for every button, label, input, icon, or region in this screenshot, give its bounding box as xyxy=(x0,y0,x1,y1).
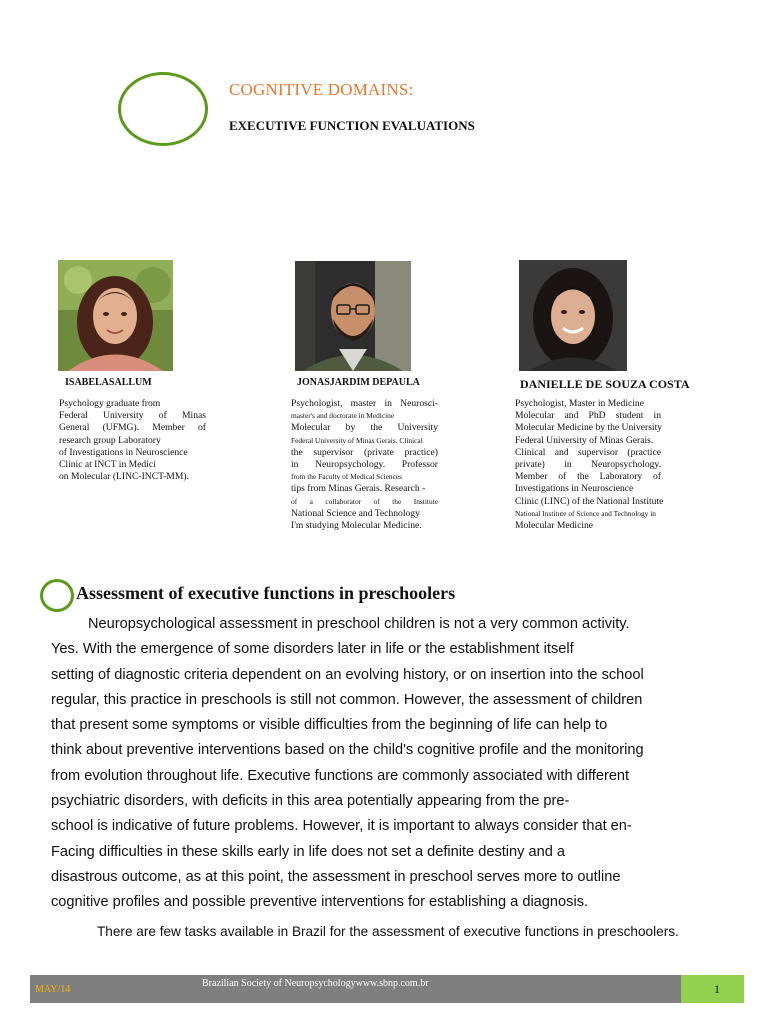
bio-line: Member of the Laboratory of xyxy=(515,471,661,483)
bio-line: master's and doctorate in Medicine xyxy=(291,411,395,421)
body-line: that present some symptoms or visible difficulties from the beginning of life can help to xyxy=(51,717,608,734)
bio-line: Molecular Medicine by the University xyxy=(515,422,663,434)
section-body xyxy=(51,612,691,916)
bio-line: Clinic (LINC) of the National Institute xyxy=(515,495,664,507)
bio-line: I'm studying Molecular Medicine. xyxy=(291,520,422,532)
bio-line: General (UFMG). Member of xyxy=(59,422,206,434)
footer-date: MAY/14 xyxy=(35,984,71,995)
closing-paragraph: There are few tasks available in Brazil for the assessment of executive functions in preschoolers. xyxy=(97,924,679,939)
page-subtitle: EXECUTIVE FUNCTION EVALUATIONS xyxy=(229,118,475,133)
bio-line: National Science and Technology xyxy=(291,507,420,519)
author-name-jonas: JONASJARDIM DEPAULA xyxy=(297,377,420,388)
bio-line: Psychologist, Master in Medicine xyxy=(515,398,644,409)
body-line: regular, this practice in preschools is still not common. However, the assessment of children xyxy=(51,691,643,708)
author-name-isabela: ISABELASALLUM xyxy=(65,377,152,388)
bio-line: private) in Neuropsychology. xyxy=(515,459,661,471)
bio-line: on Molecular (LINC-INCT-MM). xyxy=(59,471,189,483)
bio-line: National Institute of Science and Technology in xyxy=(515,508,656,518)
body-line: from evolution throughout life. Executive functions are commonly associated with different xyxy=(51,767,630,784)
header-circle-ornament xyxy=(118,72,208,146)
author-bio-jonas xyxy=(291,398,438,532)
bio-line: Investigations in Neuroscience xyxy=(515,483,634,495)
body-line: disastrous outcome, as at this point, the assessment in preschool serves more to outline xyxy=(51,868,621,885)
body-line: cognitive profiles and possible preventive interventions for establishing a diagnosis. xyxy=(51,894,589,911)
bio-line: tips from Minas Gerais. Research - xyxy=(291,483,426,495)
section-heading: Assessment of executive functions in preschoolers xyxy=(76,583,456,603)
body-line: Yes. With the emergence of some disorders later in life or the establishment itself xyxy=(51,641,574,658)
bio-line: of a collaborator of the Institute xyxy=(291,496,438,506)
footer-organization-link[interactable]: Brazilian Society of Neuropsychologywww.sbnp.com.br xyxy=(202,978,429,989)
author-name-danielle: DANIELLE DE SOUZA COSTA xyxy=(520,377,690,391)
bio-line: in Neuropsychology. Professor xyxy=(291,459,438,471)
bio-line: Molecular Medicine xyxy=(515,520,594,532)
bio-line: Federal University of Minas Gerais. xyxy=(515,434,654,446)
author-photo-isabela xyxy=(58,260,173,371)
bio-line: the supervisor (private practice) xyxy=(291,446,438,458)
page-title: COGNITIVE DOMAINS: xyxy=(229,80,414,99)
page-number: 1 xyxy=(714,982,720,996)
author-bio-danielle xyxy=(515,398,664,532)
bio-line: Molecular by the University xyxy=(291,422,438,434)
body-line: Neuropsychological assessment in preschool children is not a very common activity. xyxy=(88,616,630,632)
bio-line: Clinical and supervisor (practice xyxy=(515,446,661,458)
author-photo-danielle xyxy=(519,260,627,371)
bio-line: Federal University of Minas xyxy=(59,410,206,422)
bio-line: Federal University of Minas Gerais. Clinical xyxy=(291,435,423,445)
section-circle-ornament xyxy=(40,579,74,612)
bio-line: research group Laboratory xyxy=(59,434,161,446)
bio-line: from the Faculty of Medical Sciences xyxy=(291,472,403,482)
bio-line: of Investigations in Neuroscience xyxy=(59,446,188,458)
author-photo-jonas xyxy=(295,261,411,371)
body-line: setting of diagnostic criteria dependent on an evolving history, or on insertion into the school xyxy=(51,666,644,683)
bio-line: Psychology graduate from xyxy=(59,398,161,409)
bio-line: Psychologist, master in Neurosci- xyxy=(291,398,438,409)
body-line: Facing difficulties in these skills early in life does not set a definite destiny and a xyxy=(51,843,566,860)
body-line: think about preventive interventions based on the child's cognitive profile and the monitoring xyxy=(51,742,644,759)
body-line: psychiatric disorders, with deficits in this area potentially appearing from the pre- xyxy=(51,793,570,810)
body-line: school is indicative of future problems. However, it is important to always consider that en- xyxy=(51,818,632,835)
bio-line: Clinic at INCT in Medici xyxy=(59,459,156,471)
footer-page-box xyxy=(681,975,744,1003)
author-bio-isabela xyxy=(59,398,206,483)
bio-line: Molecular and PhD student in xyxy=(515,410,661,422)
